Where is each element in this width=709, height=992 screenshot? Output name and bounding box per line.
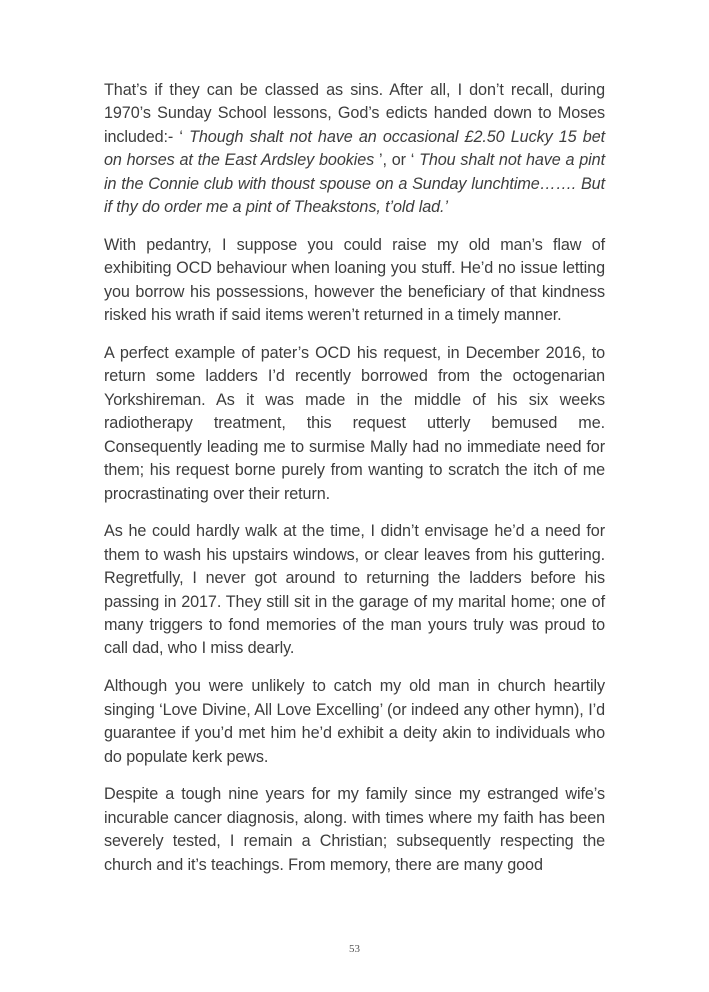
document-page-body bbox=[104, 79, 605, 892]
quoted-commandment-pint: Thou shalt not have a pint in the Connie club with thoust spouse on a Sunday lunchtime……. But if thy do order me a pint of Theakstons, t’old lad.’ bbox=[104, 151, 605, 217]
paragraph-text: Although you were unlikely to catch my old man in church heartily singing ‘Love Divine, All Love Excelling’ (or indeed any other hymn), I’d guarantee if you’d met him he’d exhibit a deity akin to individuals who do populate kerk pews. bbox=[104, 677, 605, 766]
paragraph-sins bbox=[104, 79, 605, 219]
paragraph-pedantry bbox=[104, 234, 605, 328]
page-number: 53 bbox=[349, 943, 360, 955]
paragraph-faith bbox=[104, 783, 605, 877]
paragraph-text: A perfect example of pater’s OCD his request, in December 2016, to return some ladders I’d recently borrowed from the octogenarian Yorkshireman. As it was made in the middle of his six weeks radiotherapy treatment, this request utterly bemused me. Consequently leading me to surmise Mally had no immediate need for them; his request borne purely from wanting to scratch the itch of me procrastinating over their return. bbox=[104, 344, 605, 503]
paragraph-text: ’, or ‘ bbox=[374, 151, 420, 170]
paragraph-text: That’s if they can be classed as sins. After all, I don’t recall, during 1970’s Sunday School lessons, God’s edicts handed down to Moses included:- ‘ bbox=[104, 81, 605, 146]
paragraph-text: As he could hardly walk at the time, I didn’t envisage he’d a need for them to wash his upstairs windows, or clear leaves from his guttering. Regretfully, I never got around to returning the ladders before his passing in 2017. They still sit in the garage of my marital home; one of many triggers to fond memories of the man yours truly was proud to call dad, who I miss dearly. bbox=[104, 522, 605, 658]
paragraph-text: Despite a tough nine years for my family since my estranged wife’s incurable cancer diagnosis, along. with times where my faith has been severely tested, I remain a Christian; subsequently respecting the church and it’s teachings. From memory, there are many good bbox=[104, 785, 605, 874]
quoted-commandment-bet: Though shalt not have an occasional £2.50 Lucky 15 bet on horses at the East Ardsley bookies bbox=[104, 127, 605, 170]
paragraph-ladders bbox=[104, 520, 605, 660]
paragraph-text: With pedantry, I suppose you could raise my old man’s flaw of exhibiting OCD behaviour when loaning you stuff. He’d no issue letting you borrow his possessions, however the beneficiary of that kindness risked his wrath if said items weren’t returned in a timely manner. bbox=[104, 235, 605, 325]
paragraph-ocd-example bbox=[104, 342, 605, 506]
paragraph-church bbox=[104, 675, 605, 769]
